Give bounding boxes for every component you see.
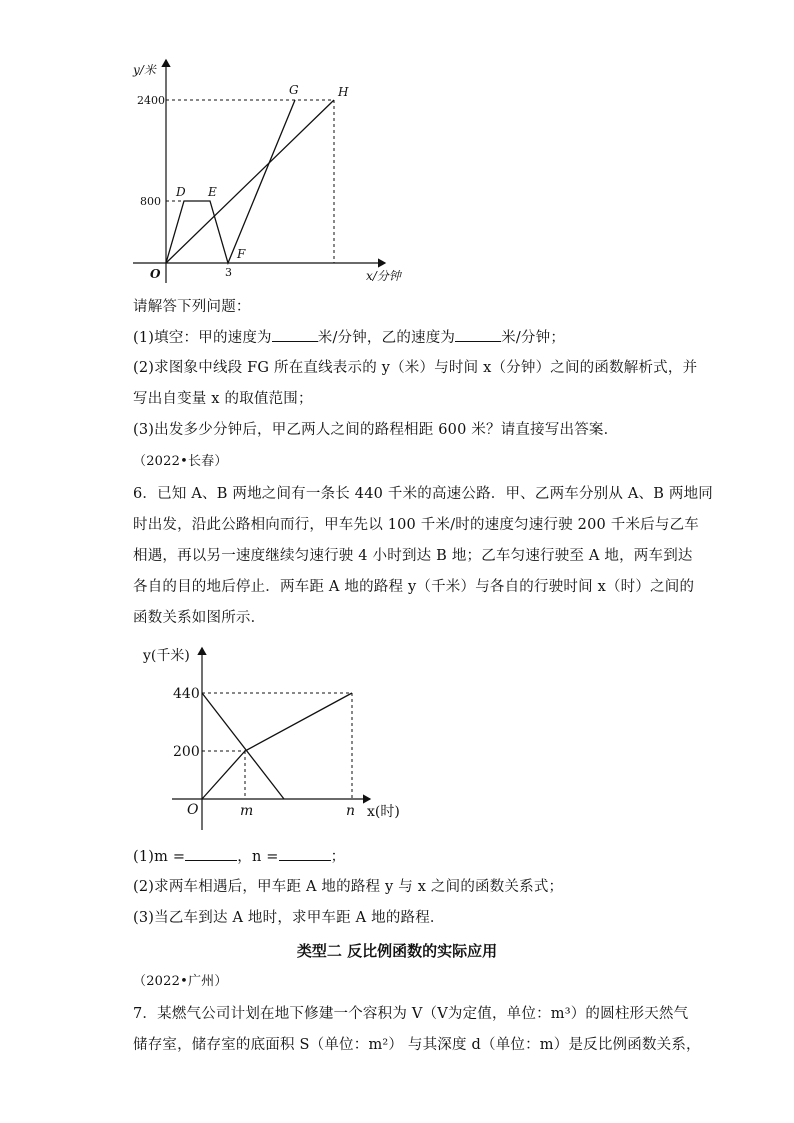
- q7-line2: 储存室，储存室的底面积 S（单位：m²） 与其深度 d（单位：m）是反比例函数关系，: [133, 1037, 701, 1053]
- q6-line5: 函数关系如图所示．: [133, 610, 266, 626]
- graph1-point-e: E: [208, 185, 217, 199]
- q5-blank-yi-speed: [455, 327, 501, 342]
- q5-part3: (3)出发多少分钟后，甲乙两人之间的路程相距 600 米？请直接写出答案．: [133, 422, 619, 438]
- q5-part1-c: 米/分钟；: [501, 330, 566, 346]
- q5-part1-b: 米/分钟，乙的速度为: [317, 330, 456, 346]
- graph2-tick-200: 200: [173, 744, 200, 760]
- q5-part2-line1: (2)求图象中线段 FG 所在直线表示的 y（米）与时间 x（分钟）之间的函数解析式，并: [133, 360, 698, 376]
- q6-part2: (2)求两车相遇后，甲车距 A 地的路程 y 与 x 之间的函数关系式；: [133, 879, 564, 895]
- graph2-tick-440: 440: [173, 686, 200, 702]
- q6-line4: 各自的目的地后停止．两车距 A 地的路程 y（千米）与各自的行驶时间 x（时）之间的: [133, 579, 695, 595]
- graph2-tick-n: n: [346, 803, 356, 819]
- q6-part1-b: ，n =: [237, 849, 279, 865]
- graph2-x-axis-label: x(时): [367, 804, 400, 820]
- q6-source: （2022•长春）: [133, 454, 228, 469]
- distance-time-graph-2: [0, 640, 794, 860]
- graph1-x-axis-label: x/分钟: [366, 269, 401, 283]
- graph1-point-d: D: [176, 185, 186, 199]
- graph1-point-f: F: [237, 247, 246, 261]
- q6-part3: (3)当乙车到达 A 地时，求甲车距 A 地的路程．: [133, 910, 445, 926]
- q6-line1: 6．已知 A、B 两地之间有一条长 440 千米的高速公路．甲、乙两车分别从 A、B 两地同: [133, 486, 714, 502]
- q6-line2: 时出发，沿此公路相向而行，甲车先以 100 千米/时的速度匀速行驶 200 千米后与乙车: [133, 517, 699, 533]
- graph1-yi-path: [166, 100, 334, 263]
- q6-part1-a: (1)m =: [133, 849, 186, 865]
- q6-blank-m: [185, 846, 237, 861]
- graph1-jia-path: [166, 100, 295, 263]
- graph1-tick-2400: 2400: [137, 94, 165, 107]
- distance-time-graph-1: [0, 0, 794, 300]
- q7-source: （2022•广州）: [133, 974, 228, 989]
- q5-prompt: 请解答下列问题：: [133, 299, 251, 315]
- graph1-tick-3: 3: [225, 266, 232, 279]
- q7-line1: 7．某燃气公司计划在地下修建一个容积为 V（V为定值，单位：m³）的圆柱形天然气: [133, 1006, 689, 1022]
- graph1-y-axis-label: y/米: [133, 63, 156, 77]
- q5-blank-jia-speed: [272, 327, 318, 342]
- graph1-tick-800: 800: [140, 195, 161, 208]
- q6-part1: [133, 846, 345, 867]
- graph2-tick-m: m: [240, 803, 254, 819]
- graph1-point-g: G: [289, 83, 299, 97]
- q5-part2-line2: 写出自变量 x 的取值范围；: [133, 391, 313, 407]
- q5-part1-a: (1)填空：甲的速度为: [133, 330, 272, 346]
- graph2-car-jia: [202, 693, 352, 799]
- graph2-car-yi: [202, 693, 284, 799]
- q6-part1-c: ；: [330, 849, 346, 865]
- graph2-y-axis-label: y(千米): [143, 648, 190, 664]
- section-heading: 类型二 反比例函数的实际应用: [296, 942, 498, 960]
- q6-line3: 相遇，再以另一速度继续匀速行驶 4 小时到达 B 地；乙车匀速行驶至 A 地，两车到达: [133, 548, 693, 564]
- graph2-origin: O: [187, 802, 199, 818]
- graph1-origin: O: [150, 267, 161, 281]
- q6-blank-n: [279, 846, 331, 861]
- graph1-point-h: H: [338, 85, 349, 99]
- q5-part1: [133, 327, 565, 348]
